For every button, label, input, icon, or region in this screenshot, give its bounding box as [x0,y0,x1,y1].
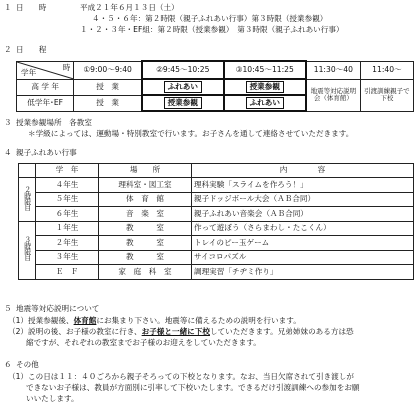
item-1-emphasis: 体育館 [73,316,97,325]
section-6-line-2: できないお子様は、教員が方面別に引率して下校いたします。できるだけ引渡訓練への参加をお願 [26,383,360,392]
activity-grade: ６年生 [36,207,99,222]
activity-content: 親子ふれあい音楽会（ＡＢ合同） [192,207,414,222]
item-1-prefix: （1）授業参観後、 [8,316,74,325]
row-lower-grade: 低学年･EF [17,95,74,111]
item-2-emphasis: お子様と一緒に下校 [141,327,210,336]
header-place: 場 所 [99,164,192,178]
period-3-cell [19,221,36,279]
upper-grades-label: ４・５・６年 [92,14,138,23]
schedule-table [16,60,414,112]
row-upper-period-2 [142,79,224,95]
activity-grade: １年生 [36,221,99,236]
activity-content: トレイのピー玉ゲーム [192,236,414,251]
section-6-number: ６ [4,360,12,369]
lower-period-3-value: ふれあい [246,97,284,109]
activities-table [18,163,414,280]
section-1-label: 日 時 [16,3,47,12]
activity-place: 教 室 [99,250,192,265]
dismissal-time-header: 11:40～ [360,61,413,79]
row-lower-period-2 [142,95,224,111]
section-5-item-1 [8,316,301,326]
section-5-item-2 [8,327,354,337]
section-3-note: ＊学級によっては、運動場・特別教室で行います。お子さんを通して連絡させていただきます。 [28,129,354,138]
section-3-number: ３ [4,118,12,127]
section-5-label: 地震等対応説明について [16,304,100,313]
section-4-number: ４ [4,148,12,157]
period-2-header: ②9:45～10:25 [142,61,224,79]
lower-period-2-value: 授業参観 [164,97,202,109]
activity-content: サイコロパズル [192,250,414,265]
header-content: 内 容 [192,164,414,178]
briefing-note: 地震等対応説明会（体育館） [306,79,361,111]
period-1-header: ①9:00～9:40 [74,61,142,79]
item-2-prefix: （2）説明の後、お子様の教室に行き、 [8,327,142,336]
activity-content: 調理実習「チヂミ作り」 [192,265,414,280]
corner-time-label: 時 [62,62,71,72]
period-3-label: ３時限目 [23,236,32,261]
activity-place: 教 室 [99,221,192,236]
activity-content: 親子ドッジボール大会（ＡＢ合同） [192,192,414,207]
activity-grade: Ｅ Ｆ [36,265,99,280]
briefing-time-header: 11:30～40 [306,61,361,79]
activity-place: 音 楽 室 [99,207,192,222]
activity-content: 作って遊ぼう（さらまわし・たこくん） [192,221,414,236]
corner-grade-label: 学年 [21,68,37,78]
period-2-label: ２時限目 [23,185,32,210]
section-3-label: 授業参観場所 各教室 [16,118,92,127]
section-2-label: 日 程 [16,45,47,54]
section-1-number: １ [4,3,12,12]
section-5-number: ５ [4,304,12,313]
item-2-suffix: していただきます。兄弟姉妹のある方は恐 [209,327,354,336]
activity-place: 家 庭 科 室 [99,265,192,280]
event-date: 平成２１年６月１３日（土） [80,3,179,12]
dismissal-note: 引渡訓練親子で下校 [360,79,413,111]
activity-grade: ５年生 [36,192,99,207]
section-6-line-1: （1）この日は１１：４０ごろから親子そろっての下校となります。なお、当日欠席されて引き渡しが [8,372,354,381]
upper-grades-periods: ：第２時限（親子ふれあい行事）第３時限（授業参観） [137,14,328,23]
activity-grade: ３年生 [36,250,99,265]
period-3-header: ③10:45～11:25 [224,61,306,79]
period-header-blank [19,164,36,178]
section-6-line-3: いいたします。 [26,394,79,403]
activity-place: 教 室 [99,236,192,251]
activity-place: 理科室・図工室 [99,178,192,193]
lower-grades-label: １・２・３年・EF組 [80,25,150,34]
schedule-corner-cell [17,61,74,79]
header-grade: 学 年 [36,164,99,178]
schedule-upper-grades [92,14,327,24]
section-4-label: 親子ふれあい行事 [16,148,77,157]
row-lower-period-1: 授 業 [74,95,142,111]
activity-grade: ４年生 [36,178,99,193]
item-1-suffix: にお集まり下さい。地震等に備えるための説明を行います。 [96,316,301,325]
activity-place: 体 育 館 [99,192,192,207]
upper-period-3-value: 授業参観 [246,81,284,93]
period-2-cell [19,178,36,222]
lower-grades-periods: ：第２時限（授業参観） 第３時限（親子ふれあい行事） [149,25,344,34]
row-lower-period-3 [224,95,306,111]
schedule-lower-grades [80,25,344,35]
section-6-label: その他 [16,360,39,369]
activity-grade: ２年生 [36,236,99,251]
row-upper-grade: 高 学 年 [17,79,74,95]
upper-period-2-value: ふれあい [164,81,202,93]
section-5-item-2-continued: 縮ですが、それぞれの教室までお子様のお迎えをしていただきます。 [26,338,261,347]
activity-content: 理科実験「スライムを作ろう！」 [192,178,414,193]
row-upper-period-1: 授 業 [74,79,142,95]
row-upper-period-3 [224,79,306,95]
section-2-number: ２ [4,45,12,54]
